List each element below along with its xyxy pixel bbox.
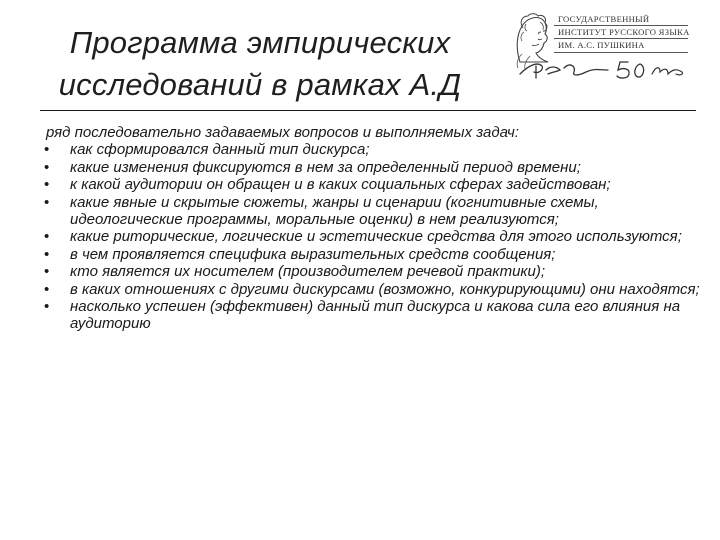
slide-title-line-2: исследований в рамках А.Д bbox=[58, 67, 462, 102]
logo-line-2: ИНСТИТУТ РУССКОГО ЯЗЫКА bbox=[554, 26, 688, 39]
slide-body bbox=[40, 124, 700, 333]
list-item: • как сформировался данный тип дискурса; bbox=[40, 141, 700, 158]
list-item: • к какой аудитории он обращен и в каких социальных сферах задействован; bbox=[40, 176, 700, 193]
institute-logo bbox=[510, 10, 688, 82]
logo-text bbox=[554, 13, 688, 53]
logo-line-3: ИМ. А.С. ПУШКИНА bbox=[554, 39, 688, 52]
list-item: • какие изменения фиксируются в нем за определенный период времени; bbox=[40, 159, 700, 176]
slide-title bbox=[40, 22, 480, 106]
logo-line-1: ГОСУДАРСТВЕННЫЙ bbox=[554, 13, 688, 26]
title-divider bbox=[40, 110, 696, 111]
list-item: • кто является их носителем (производителем речевой практики); bbox=[40, 263, 700, 280]
list-item: • в каких отношениях с другими дискурсами (возможно, конкурирующими) они находятся; bbox=[40, 281, 700, 298]
list-item: • какие явные и скрытые сюжеты, жанры и сценарии (когнитивные схемы, идеологические программы, моральные оценки) в нем реализуются; bbox=[40, 194, 700, 229]
list-item: • насколько успешен (эффективен) данный тип дискурса и какова сила его влияния на аудиторию bbox=[40, 298, 700, 333]
list-item: • какие риторические, логические и эстетические средства для этого используются; bbox=[40, 228, 700, 245]
intro-text: ряд последовательно задаваемых вопросов и выполняемых задач: bbox=[46, 124, 519, 141]
bullet-list bbox=[40, 141, 700, 332]
slide-title-line-1: Программа эмпирических bbox=[69, 25, 451, 60]
signature-50-years-icon bbox=[516, 56, 688, 82]
list-item: • в чем проявляется специфика выразительных средств сообщения; bbox=[40, 246, 700, 263]
